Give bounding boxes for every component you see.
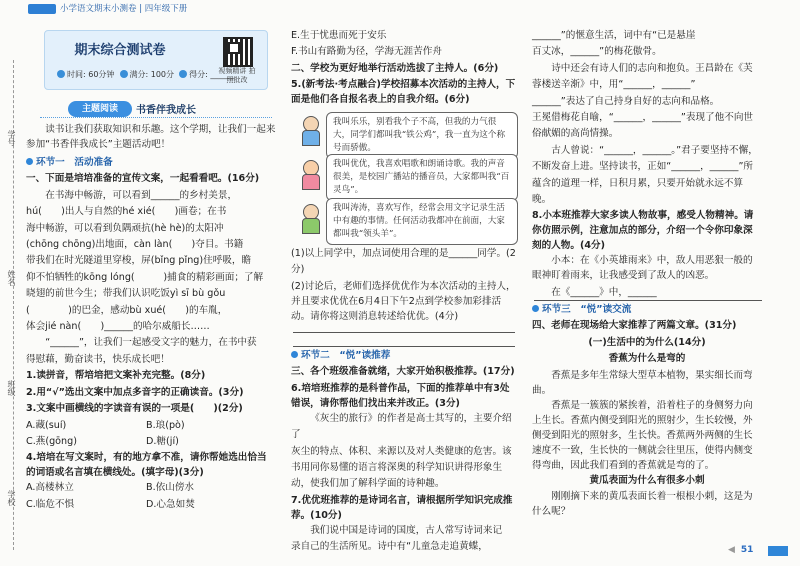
- page-number: ◀ 51: [728, 545, 754, 555]
- option-a[interactable]: A.藏(suí): [26, 419, 67, 431]
- side-label-name: 姓名: [7, 270, 16, 286]
- exam-title: 期末综合测试卷: [74, 43, 166, 58]
- answer-line[interactable]: [534, 300, 762, 301]
- reading-part-title: (一)生活中的为什么(14分): [588, 336, 706, 348]
- banner-divider: [40, 117, 272, 118]
- option-row: [26, 480, 276, 496]
- bullet-icon: [291, 351, 298, 358]
- option-b[interactable]: B.琅(pò): [146, 419, 185, 431]
- poem-line: 王冕借梅花自喻，“______，______”表现了他不向世俗献媚的高尚情操。: [532, 112, 754, 140]
- theme-pill: 主题阅读: [68, 101, 132, 117]
- passage-line: 得慰藉，勤奋读书，快乐成长吧！: [26, 353, 170, 365]
- intro-bubble-taotao: 我叫涛涛，喜欢写作，经常会用文字记录生活中有趣的事情。任何活动我都冲在前面，大家都叫我“领头羊”。: [326, 198, 518, 245]
- middle-column-bottom: [291, 348, 517, 556]
- poem-line: 蓉楼送辛渐》中，用“______，______”: [532, 79, 696, 91]
- poem-line: 百丈冰，______”的梅花傲骨。: [532, 46, 662, 58]
- clock-icon: [57, 70, 65, 78]
- option-e[interactable]: E.生于忧患而死于安乐: [291, 30, 387, 41]
- fill-line: 在《______》中，______: [551, 287, 657, 299]
- theme-banner: [40, 101, 272, 117]
- option-d[interactable]: D.糖(jí): [146, 435, 179, 447]
- passage-line: ( )的巴金，感动bù xué( )的车胤，: [26, 304, 228, 316]
- left-column: [26, 122, 276, 513]
- option-c[interactable]: C.燕(gōng): [26, 435, 77, 447]
- side-label-class: 班级: [7, 380, 16, 396]
- article-title: 香蕉为什么是弯的: [608, 353, 686, 365]
- passage-line: “______”，让我们一起感受文字的魅力，在书中获: [45, 337, 257, 349]
- option-c[interactable]: C.临危不惧: [26, 498, 75, 510]
- option-row: [26, 418, 276, 434]
- qr-code-icon[interactable]: [223, 37, 253, 67]
- theme-label: 书香伴我成长: [136, 105, 196, 116]
- sub-question: 2.用“√”选出文案中加点多音字的正确读音。(3分): [26, 386, 244, 398]
- sub-question: 1.读拼音，帮培培把文案补充完整。(8分): [26, 370, 206, 382]
- student-taotao-avatar: [300, 204, 322, 232]
- section-heading-2: 环节二 “悦”读推荐: [291, 348, 517, 364]
- sub-question: 6.培培班推荐的是科普作品，下面的推荐单中有3处错误，请你帮他们找出来并改正。(3分): [291, 382, 510, 409]
- poem-line: 我们说中国是诗词的国度，古人常写诗词来记: [310, 524, 503, 536]
- sub-question: 7.优优班推荐的是诗词名言，请根据所学知识完成推荐。(10分): [291, 494, 513, 521]
- poem-line: ______”的惬意生活，词中有“已是悬崖: [532, 30, 696, 41]
- option-f[interactable]: F.书山有路勤为径，学海无涯苦作舟: [291, 46, 442, 58]
- sub-question: 4.培培在写文案时，有的地方拿不准，请你帮她选出恰当的词语或名言填在横线处。(填字母)(3分): [26, 452, 267, 479]
- question-3: 三、各个班级准备就绪，大家开始积极推荐。(17分): [291, 366, 515, 378]
- poem-line: 诗中还会有诗人们的志向和抱负。王昌龄在《芙: [551, 62, 753, 74]
- header-title: 小学语文期末小测卷 | 四年级下册: [60, 4, 188, 14]
- exam-title-box: [44, 30, 268, 90]
- middle-column-lower: [291, 246, 517, 324]
- side-label-school: 学校: [7, 490, 16, 506]
- recommend-line: 灰尘的特点、体积、来源以及对人类健康的危害。该: [291, 445, 512, 457]
- side-label-student-id: 学号: [7, 130, 16, 146]
- page-header: [0, 0, 300, 18]
- poem-line: ______”表达了自己持身自好的志向和品格。: [532, 95, 720, 107]
- recommend-line: 《灰尘的旅行》的作者是高士其写的，主要介绍了: [291, 412, 512, 441]
- passage-line: 带我们在时光隧道里穿梭，屏(bǐng pǐng)住呼吸，瞻: [26, 255, 252, 267]
- qr-caption: 视频精讲 拍照批改: [218, 67, 256, 84]
- article-paragraph: 刚刚摘下来的黄瓜表面长着一根根小刺，这是为什么呢？: [532, 491, 753, 518]
- passage-line: 体会jié nàn( )______的哈尔威船长……: [26, 321, 210, 333]
- poem-line: 录自己的生活所见。诗中有“儿童急走追黄蝶，: [291, 541, 488, 553]
- example-text: 小本：在《小英雄雨来》中，敌人用恶狠一般的眼神盯着雨来，让我感受到了敌人的凶恶。: [532, 255, 753, 282]
- section-heading-1: 环节一 活动准备: [26, 155, 276, 171]
- answer-line[interactable]: [293, 346, 515, 347]
- passage-line: (chōng chōng)出地面，càn làn( )夺目。书籍: [26, 239, 244, 251]
- answer-line[interactable]: [293, 332, 515, 333]
- right-column-lower: [532, 302, 762, 519]
- sub-question: 5.(新考法·考点融合)学校招募本次活动的主持人，下面是他们各自报名表上的自我介绍。(6分): [291, 79, 516, 106]
- student-youyou-avatar: [300, 160, 322, 188]
- article-subtitle: 黄瓜表面为什么有很多小刺: [589, 474, 705, 486]
- middle-column: [291, 28, 517, 107]
- recommend-line: 动，使我们加了解科学面的诗种趣。: [291, 478, 445, 490]
- poem-line: 古人曾说：“______，______。”君子要坚持不懈，不断发奋上进。坚持读书，正如“______，______”所蕴含的道理一样，日积月累，只要开始就永远不算晚。: [532, 144, 758, 206]
- article-paragraph: 香蕉是一簇簇的紧挨着，沿着柱子的身侧努力向上生长。香蕉内侧受到阳光的照射少，生长较慢，外侧受到阳光的照射多，生长快。香蕉两外两侧的生长速度不一致，生长快的一侧就会往里压，使得内侧变得弯曲，因此我们看到的香蕉就是弯的了。: [532, 399, 753, 471]
- option-b[interactable]: B.依山傍水: [146, 482, 195, 494]
- sub-question: 8.小本班推荐大家多读人物故事，感受人物精神。请你仿照示例，注意加点的部分，介绍一个令你印象深刻的人物。(4分): [532, 210, 754, 252]
- brand-tag: [28, 4, 56, 14]
- question-1: 一、下面是培培准备的宣传文案，一起看看吧。(16分): [26, 173, 260, 185]
- side-labels: [4, 60, 22, 540]
- question-2: 二、学校为更好地举行活动选拔了主持人。(6分): [291, 62, 499, 74]
- passage-line: 晓翅的前世今生；带我们认识吃饭yì sī bù gǒu: [26, 288, 226, 300]
- option-row: [26, 434, 276, 450]
- bullet-icon: [532, 305, 539, 312]
- score-icon: [120, 70, 128, 78]
- article-paragraph: 香蕉是多年生常绿大型草本植物，果实细长而弯曲。: [532, 369, 753, 396]
- page-tab: [768, 546, 788, 556]
- sub-question: 3.文案中画横线的字读音有误的一项是( )(2分): [26, 403, 243, 415]
- right-column: [532, 28, 762, 302]
- section-heading-3: 环节三 “悦”读交流: [532, 302, 762, 318]
- pencil-icon: [179, 70, 187, 78]
- passage-line: 海中畅游，可以看到负隅顽抗(hè hè)的太阳冲: [26, 222, 224, 234]
- sub-question: (1)以上同学中，加点词使用合理的是______同学。(2分): [291, 248, 516, 276]
- passage-line: hú( )出人与自然的hé xié( )画卷；在书: [26, 206, 227, 218]
- passage-line: 在书海中畅游，可以看到______的乡村美景，: [45, 189, 238, 201]
- intro-text: 读书让我们获取知识和乐趣。这个学期，让我们一起来参加“书香伴我成长”主题活动吧！: [26, 124, 276, 150]
- question-4: 四、老师在现场给大家推荐了两篇文章。(31分): [532, 320, 737, 332]
- exam-meta: 时间: 60分钟 满分: 100分 得分: ______: [57, 69, 234, 80]
- recommend-line: 书用同你易懂的语言将深奥的科学知识讲得形象生: [291, 462, 503, 474]
- option-row: [26, 497, 276, 513]
- bullet-icon: [26, 158, 33, 165]
- intro-bubble-youyou: 我叫优优，我喜欢唱歌和朗诵诗歌。我的声音很美，是校园广播站的播音员，大家都叫我“百灵鸟”。: [326, 154, 518, 201]
- prev-arrow-icon: ◀: [728, 545, 735, 555]
- student-lele-avatar: [300, 116, 322, 144]
- passage-line: 仰不怕牺牲的kōng lóng( )捕食的精彩画面；了解: [26, 271, 264, 283]
- option-a[interactable]: A.高楼林立: [26, 482, 74, 494]
- intro-bubble-lele: 我叫乐乐，别看我个子不高，但我的力气很大，同学们都叫我“铁公鸡”，我一直为这个称号而骄傲。: [326, 112, 518, 159]
- option-d[interactable]: D.心急如焚: [146, 498, 195, 510]
- sub-question: (2)讨论后，老师们选择优优作为本次活动的主持人，并且要求优优在6月4日下午2点到学校参加彩排活动。请你将这则消息转述给优优。(4分): [291, 280, 516, 322]
